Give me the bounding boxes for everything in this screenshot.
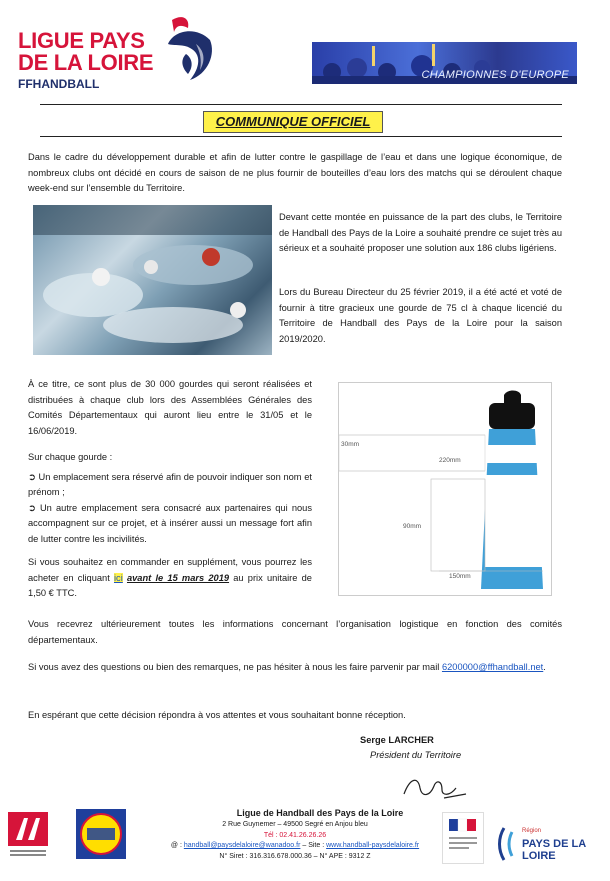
dim-label-30: 30mm <box>341 441 360 448</box>
title-box <box>203 111 383 133</box>
footer-address: 2 Rue Guynemer – 49500 Segré en Anjou bleu <box>222 821 368 828</box>
order-link[interactable]: ici <box>113 572 123 583</box>
list-item <box>28 501 312 548</box>
arrow-bullet-icon: ➲ <box>28 502 36 513</box>
logo-line-1: LIGUE PAYS <box>18 28 145 53</box>
region-name: PAYS DE LA LOIRE <box>522 838 586 862</box>
dim-label-90: 90mm <box>403 523 422 530</box>
league-logo-text <box>18 30 168 91</box>
list-item <box>28 470 312 501</box>
logo-handball: HANDBALL <box>32 77 100 91</box>
region-pdl-logo <box>498 826 608 862</box>
handwritten-signature-icon <box>400 768 470 804</box>
footer-org-name: Ligue de Handball des Pays de la Loire <box>236 808 404 818</box>
plastic-bottles-photo <box>33 205 272 355</box>
order-deadline: avant le 15 mars 2019 <box>126 572 230 583</box>
region-label: Région <box>522 828 542 834</box>
caisse-epargne-logo-icon <box>6 810 50 860</box>
arrow-bullet-icon: ➲ <box>28 471 36 482</box>
order-text-a: Si vous souhaitez en commander en supplément, vous pourrez les acheter en cliquant <box>28 557 312 583</box>
paragraph-clubs: Devant cette montée en puissance de la part des clubs, le Territoire de Handball des Pays de la Loire a souhaité prendre ce sujet très au sérieux et a souhaité proposer une solution aux 186 clubs ligériens. <box>279 212 562 253</box>
paragraph-closing: En espérant que cette décision répondra à vos attentes et vous souhaitant bonne réception. <box>28 710 406 720</box>
header-rule-top <box>40 104 562 105</box>
paragraph-order <box>28 555 312 602</box>
rooster-logo-icon <box>160 14 220 86</box>
list-intro: Sur chaque gourde : <box>28 452 113 462</box>
republique-francaise-logo-icon <box>442 812 484 864</box>
footer-contact-block <box>150 820 440 862</box>
paragraph-bureau: Lors du Bureau Directeur du 25 février 2019, il a été acté et voté de fournir à titre gracieux une gourde de 75 cl à chaque licencié du Territoire de Handball des Pays de la Loire pour la saison 2019/2020. <box>279 287 562 344</box>
bottles-image-icon <box>33 205 272 355</box>
paragraph-intro: Dans le cadre du développement durable et afin de lutter contre le gaspillage de l’eau et dans une logique économique, de nombreux clubs ont décidé en cours de saison de ne plus fournir de bouteilles d’eau lors des matchs qui se déroulent chaque week-end sur l’ensemble du Territoire. <box>28 152 562 193</box>
logo-ff: FF <box>18 77 33 91</box>
footer-tel: Tél : 02.41.26.26.26 <box>263 831 327 839</box>
paragraph-gourde-list <box>28 450 312 547</box>
footer-site-link[interactable]: www.handball-paysdelaloire.fr <box>326 842 420 849</box>
logo-line-2: DE LA LOIRE <box>18 50 154 75</box>
signatory-name: Serge LARCHER <box>360 735 434 745</box>
paragraph-distribution: À ce titre, ce sont plus de 30 000 gourdes qui seront réalisées et distribuées à chaque club lors des Assemblées Générales des Comités Départementaux qui auront lieu entre le 31/05 et le 16/06/2019. <box>28 379 312 436</box>
gourde-diagram <box>338 382 552 596</box>
footer-email-prefix: @ : <box>170 842 184 849</box>
champions-banner-image <box>312 42 577 84</box>
footer-email-link[interactable]: handball@paysdelaloire@wanadoo.fr <box>183 842 301 849</box>
logo-ffhandball <box>18 77 168 91</box>
footer-links <box>150 841 440 852</box>
order-text-b: au prix unitaire de 1,50 € TTC. <box>28 572 312 598</box>
paragraph-contact <box>28 660 562 676</box>
list-item-text: Un autre emplacement sera consacré aux partenaires qui nous accompagnent sur ce projet, et à insérer aussi un message fort afin de lutter contre les incivilités. <box>28 502 312 544</box>
footer-siret: N° Siret : 316.316.678.000.36 – N° APE : 9312 Z <box>219 852 371 860</box>
page-title: COMMUNIQUE OFFICIEL <box>215 114 371 129</box>
header-rule-bottom <box>40 136 562 137</box>
region-swoosh-icon <box>498 826 520 862</box>
contact-email-link[interactable]: 6200000@ffhandball.net <box>441 662 544 672</box>
contact-text-b: . <box>543 662 546 672</box>
signatory-role: Président du Territoire <box>370 750 462 760</box>
banner-caption: CHAMPIONNES D'EUROPE <box>421 69 569 81</box>
dim-label-150: 150mm <box>449 573 471 580</box>
contact-text-a: Si vous avez des questions ou bien des remarques, ne pas hésiter à nous les faire parvenir par mail <box>28 662 442 672</box>
footer-site-prefix: – Site : <box>300 842 327 849</box>
lidl-logo-icon <box>75 808 127 860</box>
water-bottle-icon <box>339 383 551 595</box>
list-item-text: Un emplacement sera réservé afin de pouvoir indiquer son nom et prénom ; <box>28 471 312 497</box>
dim-label-220: 220mm <box>439 457 461 464</box>
paragraph-logistics: Vous recevrez ultérieurement toutes les informations concernant l’organisation logistique en fonction des comités départementaux. <box>28 619 562 645</box>
